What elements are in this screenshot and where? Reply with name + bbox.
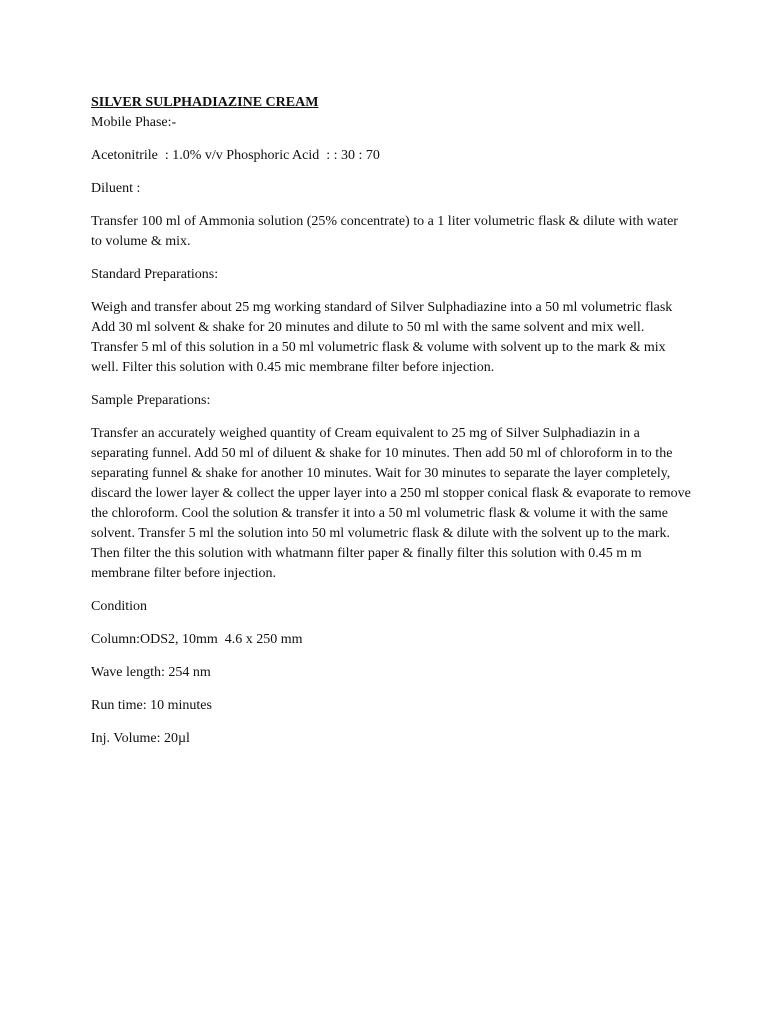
diluent-text: Transfer 100 ml of Ammonia solution (25% concentrate) to a 1 liter volumetric flask & dilute with water to volume & mix.: [91, 214, 678, 249]
sample-preparations-text: Transfer an accurately weighed quantity of Cream equivalent to 25 mg of Silver Sulphadiazin in a separating funnel. Add 50 ml of diluent & shake for 10 minutes. Then add 50 ml of chloroform in to the separating funnel & shake for another 10 minutes. Wait for 30 minutes to separate the layer completely, discard the lower layer & collect the upper layer into a 250 ml stopper conical flask & evaporate to remove the chloroform. Cool the solution & transfer it into a 50 ml volumetric flask & volume it with the same solvent. Transfer 5 ml the solution into 50 ml volumetric flask & dilute with the solvent up to the mark. Then filter the this solution with whatmann filter paper & finally filter this solution with 0.45 m m membrane filter before injection.: [91, 426, 691, 581]
sample-preparations-label: Sample Preparations:: [91, 393, 211, 408]
mobile-phase-ratio: Acetonitrile : 1.0% v/v Phosphoric Acid : : 30 : 70: [91, 148, 380, 163]
diluent-label: Diluent :: [91, 181, 141, 196]
standard-preparations-text: Weigh and transfer about 25 mg working standard of Silver Sulphadiazine into a 50 ml volumetric flask Add 30 ml solvent & shake for 20 minutes and dilute to 50 ml with the same solvent and mix well. Transfer 5 ml of this solution in a 50 ml volumetric flask & volume with solvent up to the mark & mix well. Filter this solution with 0.45 mic membrane filter before injection.: [91, 300, 673, 375]
wavelength-spec: Wave length: 254 nm: [91, 665, 211, 680]
standard-preparations-label: Standard Preparations:: [91, 267, 219, 282]
mobile-phase-label: Mobile Phase:-: [91, 115, 177, 130]
condition-label: Condition: [91, 599, 148, 614]
run-time-spec: Run time: 10 minutes: [91, 698, 212, 713]
injection-volume-spec: Inj. Volume: 20µl: [91, 731, 190, 746]
document-title: SILVER SULPHADIAZINE CREAM: [91, 95, 319, 110]
document-content: [91, 94, 691, 749]
column-spec: Column:ODS2, 10mm 4.6 x 250 mm: [91, 632, 303, 647]
